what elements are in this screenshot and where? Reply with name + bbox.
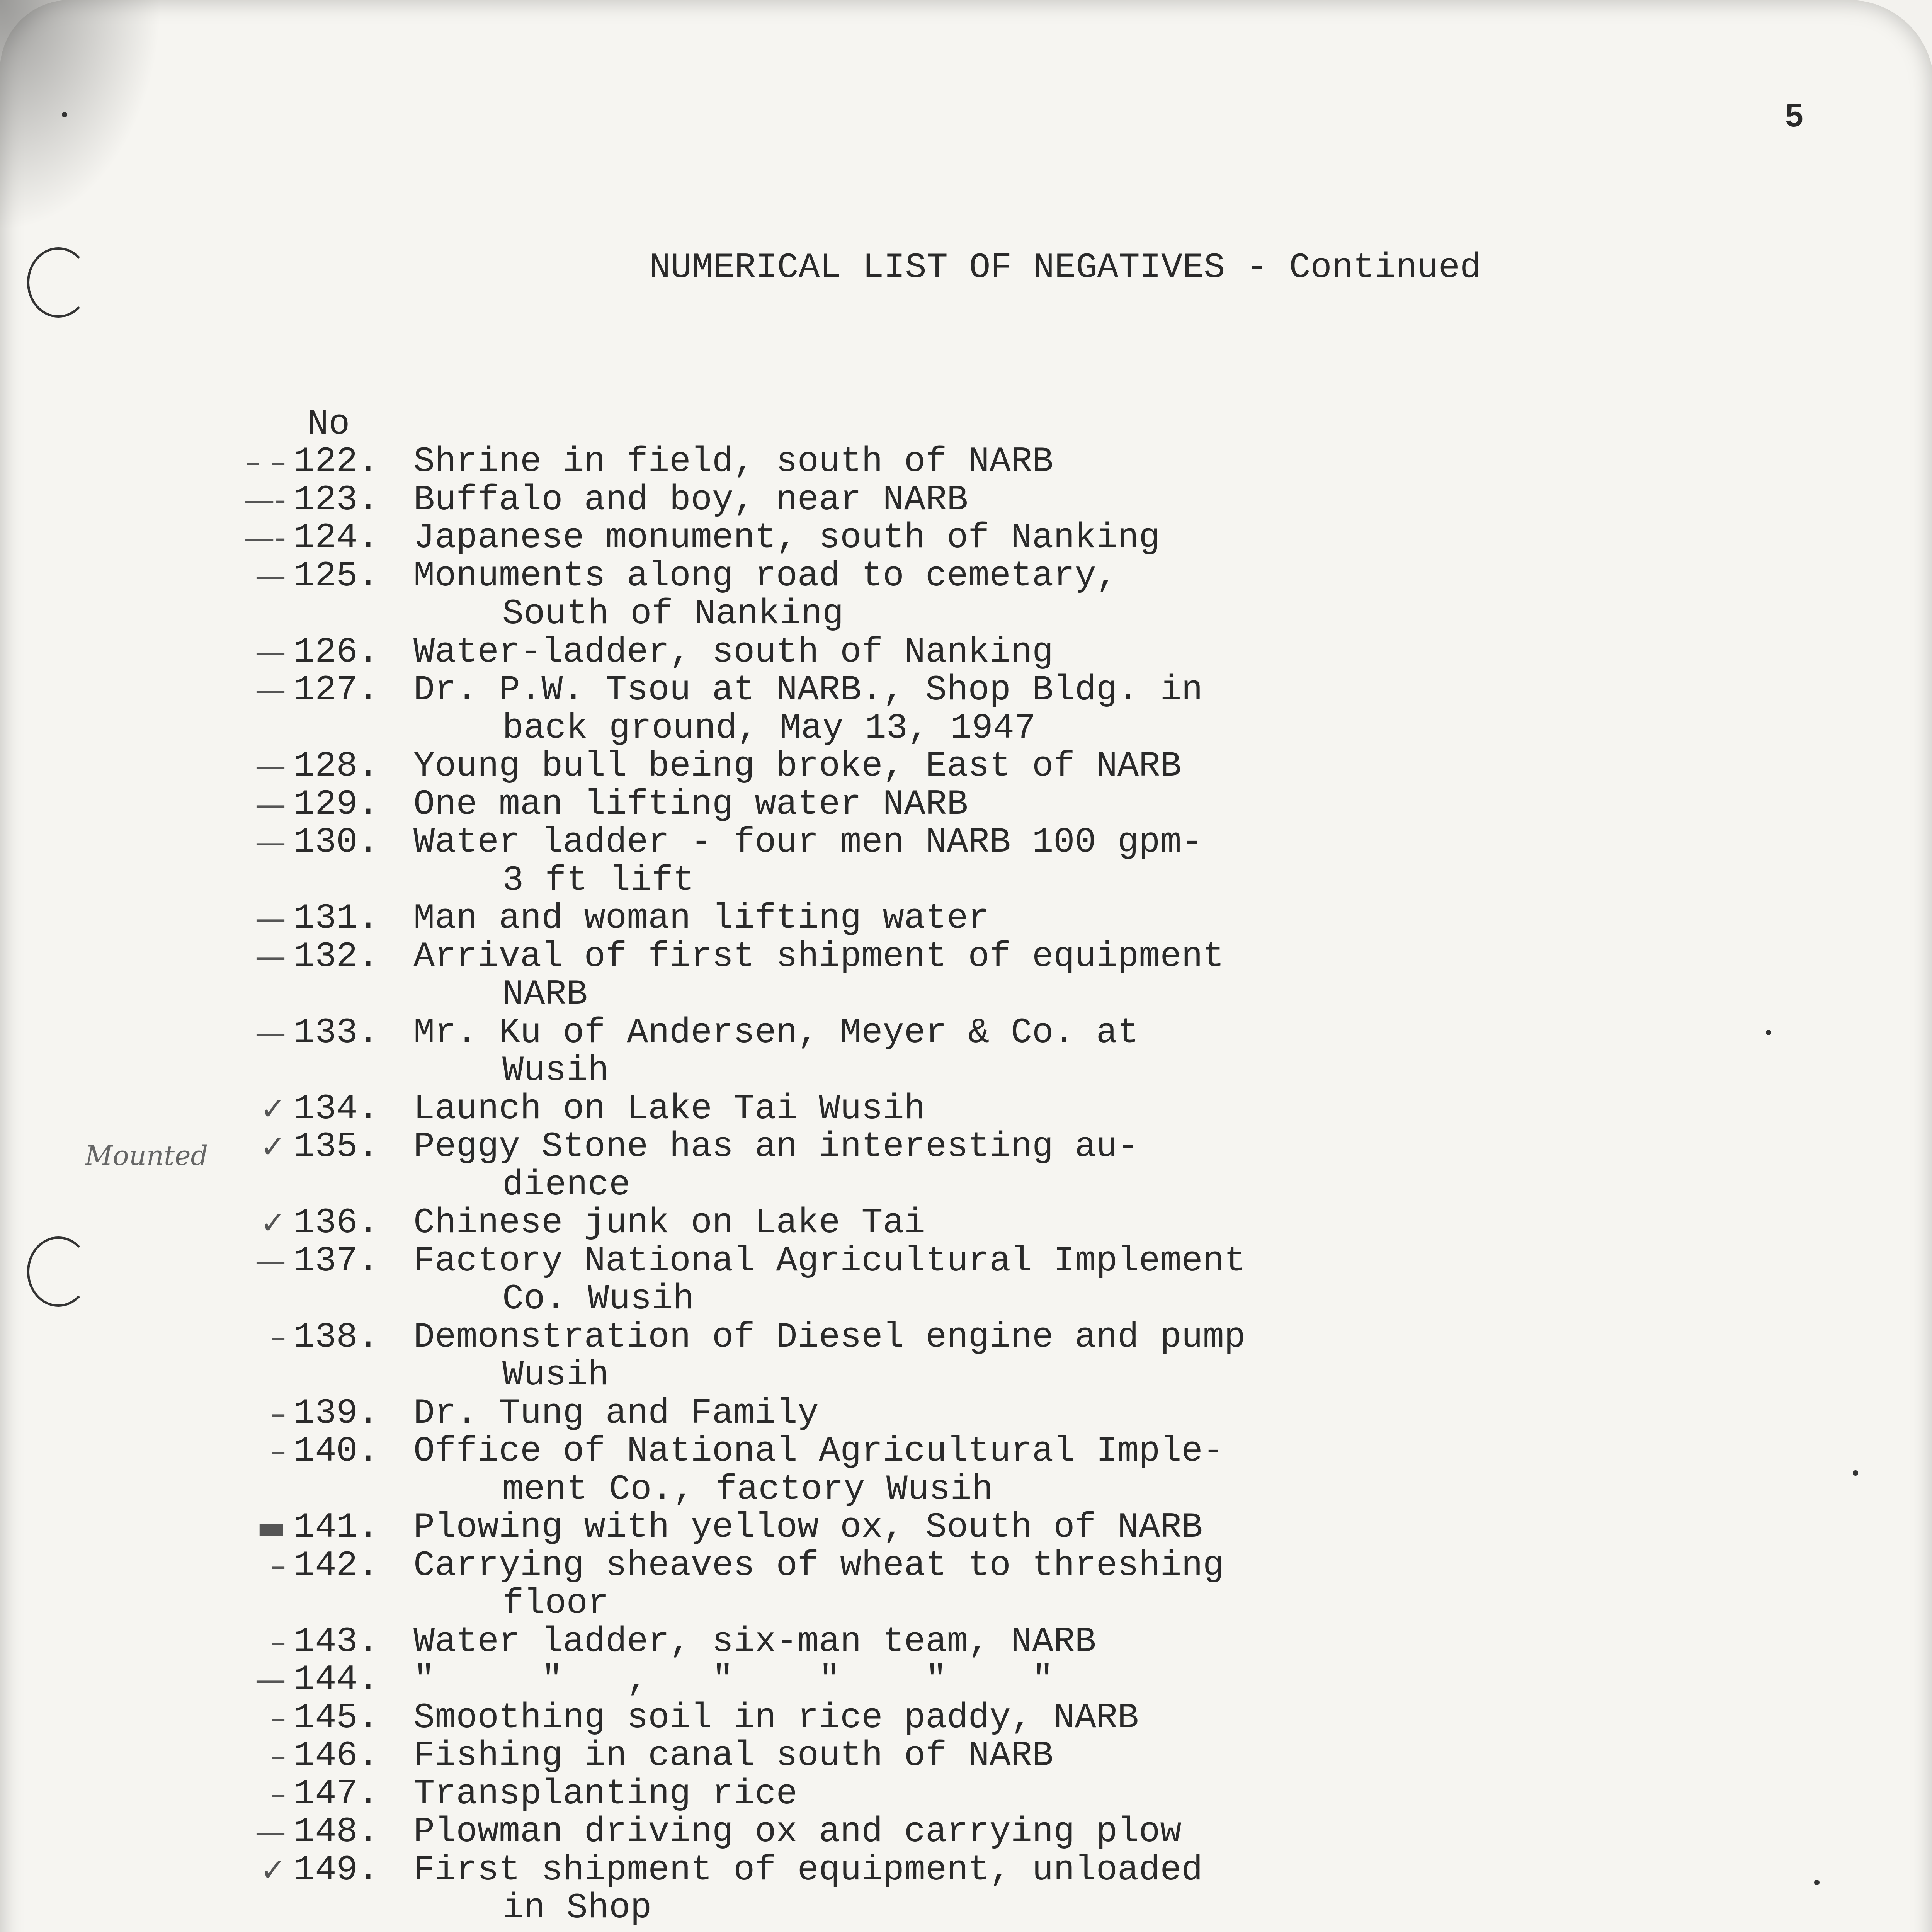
paper-speck [1766, 1030, 1771, 1035]
negative-description-continued: back ground, May 13, 1947 [502, 707, 1036, 748]
negative-number: 148. [294, 1811, 379, 1852]
page-corner-shadow [0, 0, 162, 232]
negative-description: Transplanting rice [413, 1773, 798, 1814]
checkmark-annotation: ✓ [260, 1090, 286, 1127]
checkmark-annotation: – [270, 1319, 286, 1355]
negative-description-continued: NARB [502, 974, 588, 1015]
negative-description: Monuments along road to cemetary, [413, 555, 1117, 596]
binder-hole-middle [27, 1236, 90, 1307]
negative-description-continued: South of Nanking [502, 594, 844, 634]
checkmark-annotation: —- [244, 481, 286, 518]
negative-number: 142. [294, 1545, 379, 1586]
checkmark-annotation: ✓ [260, 1205, 286, 1241]
negative-description-continued: in Shop [502, 1888, 652, 1928]
negative-number: 126. [294, 631, 379, 672]
negative-description: Plowing with yellow ox, South of NARB [413, 1507, 1203, 1548]
negative-description-continued: ment Co., factory Wusih [502, 1469, 993, 1510]
negative-number: 137. [294, 1240, 379, 1281]
negative-description: Buffalo and boy, near NARB [413, 479, 968, 520]
paper-speck [1853, 1470, 1858, 1476]
negative-description-continued: Wusih [502, 1355, 609, 1395]
negative-description: Young bull being broke, East of NARB [413, 746, 1182, 786]
checkmark-annotation: — [255, 824, 286, 860]
checkmark-annotation: – [270, 1433, 286, 1469]
negative-number: 144. [294, 1659, 379, 1700]
negative-description-continued: floor [502, 1583, 609, 1624]
negative-description: Plowman driving ox and carrying plow [413, 1811, 1182, 1852]
negative-description: Chinese junk on Lake Tai [413, 1202, 926, 1243]
checkmark-annotation: – [270, 1623, 286, 1660]
negative-description-continued: dience [502, 1164, 631, 1205]
negative-number: 129. [294, 784, 379, 825]
negative-number: 127. [294, 670, 379, 710]
negative-description: Arrival of first shipment of equipment [413, 936, 1224, 977]
checkmark-annotation: — [255, 1662, 286, 1697]
checkmark-annotation: ✓ [260, 1852, 286, 1888]
checkmark-annotation: — [255, 672, 286, 708]
negative-number: 145. [294, 1697, 379, 1738]
negative-description: Launch on Lake Tai Wusih [413, 1088, 926, 1129]
handwritten-margin-note: Mounted [85, 1140, 208, 1172]
negative-number: 124. [294, 517, 379, 558]
negative-description: One man lifting water NARB [413, 784, 968, 825]
negative-description: Peggy Stone has an interesting au- [413, 1126, 1139, 1167]
negative-number: 130. [294, 822, 379, 862]
negative-description-continued: 3 ft lift [502, 860, 694, 901]
checkmark-annotation: ✓ [260, 1129, 286, 1165]
negative-description: Water-ladder, south of Nanking [413, 631, 1054, 672]
negative-number: 136. [294, 1202, 379, 1243]
checkmark-annotation: – [270, 1699, 286, 1736]
checkmark-annotation: – [270, 1395, 286, 1431]
checkmark-annotation: — [255, 634, 286, 670]
negative-number: 135. [294, 1126, 379, 1167]
negative-description: Smoothing soil in rice paddy, NARB [413, 1697, 1139, 1738]
page-number: 5 [1785, 97, 1803, 133]
negative-description: Office of National Agricultural Imple- [413, 1431, 1224, 1471]
negative-number: 139. [294, 1393, 379, 1434]
negative-number: 141. [294, 1507, 379, 1548]
negative-description-continued: Wusih [502, 1050, 609, 1091]
negative-description: Japanese monument, south of Nanking [413, 517, 1160, 558]
negative-description: Dr. Tung and Family [413, 1393, 819, 1434]
checkmark-annotation: —- [244, 520, 286, 556]
paper-speck [1814, 1880, 1820, 1885]
binder-hole-top [27, 247, 90, 318]
negative-description: " " , " " " " [413, 1659, 1054, 1700]
negative-number: 131. [294, 898, 379, 939]
negative-number: 122. [294, 441, 379, 482]
checkmark-annotation: – [270, 1547, 286, 1583]
negative-description: Carrying sheaves of wheat to threshing [413, 1545, 1224, 1586]
paper-speck [62, 112, 67, 117]
negative-number: 132. [294, 936, 379, 977]
negative-description: Fishing in canal south of NARB [413, 1735, 1054, 1776]
negative-description: Demonstration of Diesel engine and pump [413, 1316, 1246, 1357]
page-title: NUMERICAL LIST OF NEGATIVES - Continued [649, 247, 1481, 288]
negative-number: 128. [294, 746, 379, 786]
negative-number: 123. [294, 479, 379, 520]
negative-number: 125. [294, 555, 379, 596]
checkmark-annotation: – – [245, 444, 286, 480]
negative-description: Man and woman lifting water [413, 898, 990, 939]
checkmark-annotation: — [255, 558, 286, 594]
checkmark-annotation: — [255, 900, 286, 936]
column-header-no: No [307, 404, 350, 444]
checkmark-annotation: – [270, 1738, 286, 1774]
checkmark-annotation: – [270, 1776, 286, 1812]
negative-description: Mr. Ku of Andersen, Meyer & Co. at [413, 1012, 1139, 1053]
negative-number: 147. [294, 1773, 379, 1814]
negative-description: Dr. P.W. Tsou at NARB., Shop Bldg. in [413, 670, 1203, 710]
checkmark-annotation: — [255, 1814, 286, 1850]
negative-number: 143. [294, 1621, 379, 1662]
negative-description-continued: Co. Wusih [502, 1279, 694, 1319]
checkmark-annotation: — [255, 786, 286, 822]
negative-number: 149. [294, 1849, 379, 1890]
checkmark-annotation: ▬ [257, 1509, 286, 1545]
checkmark-annotation: — [255, 1014, 286, 1051]
negative-description: First shipment of equipment, unloaded [413, 1849, 1203, 1890]
negative-number: 134. [294, 1088, 379, 1129]
negative-description: Shrine in field, south of NARB [413, 441, 1054, 482]
negative-description: Factory National Agricultural Implement [413, 1240, 1246, 1281]
negative-description: Water ladder, six-man team, NARB [413, 1621, 1096, 1662]
negative-number: 133. [294, 1012, 379, 1053]
checkmark-annotation: — [255, 748, 286, 784]
checkmark-annotation: — [255, 1243, 286, 1279]
negative-number: 140. [294, 1431, 379, 1471]
checkmark-annotation: — [255, 938, 286, 975]
negative-number: 138. [294, 1316, 379, 1357]
negative-description: Water ladder - four men NARB 100 gpm- [413, 822, 1203, 862]
negative-number: 146. [294, 1735, 379, 1776]
